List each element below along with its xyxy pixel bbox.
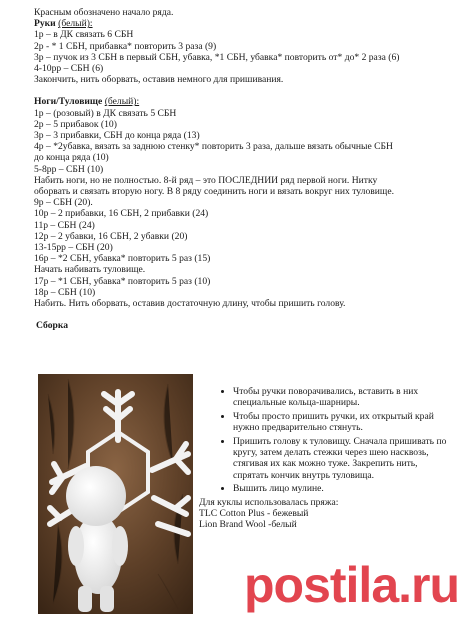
arms-section	[34, 7, 450, 85]
yarn-color-note: (белый):	[58, 18, 93, 30]
assembly-step: • Пришить голову к туловищу. Сначала пришивать по кругу, затем делать стежки через шею насквозь, стягивая их как можно туже. Закрепить нить, спрятать кончик внутрь туловища.	[233, 436, 451, 482]
pattern-line: 4р – *2убавка, вязать за заднюю стенку* повторить 3 раза, дальше вязать обычные СБН	[34, 141, 393, 153]
pattern-line: 18р – СБН (10)	[34, 286, 96, 298]
doll-photo	[38, 374, 193, 614]
pattern-line: 9р – СБН (20).	[34, 197, 93, 209]
pattern-line: 11р – СБН (24)	[34, 219, 95, 231]
pattern-line: до конца ряда (10)	[34, 152, 109, 164]
yarn-line: Для куклы использовалась пряжа:	[199, 496, 339, 508]
postila-watermark: postila.ru	[244, 557, 460, 613]
yarn-info	[199, 497, 451, 531]
pattern-line: Набить. Нить оборвать, оставив достаточную длину, чтобы пришить голову.	[34, 298, 346, 310]
pattern-line: 4-10рр – СБН (6)	[34, 63, 104, 75]
assembly-step: • Вышить лицо мулине.	[233, 483, 451, 494]
assembly-title: Сборка	[36, 320, 69, 332]
pattern-line: 10р – 2 прибавки, 16 СБН, 2 прибавки (24)	[34, 208, 209, 220]
pattern-line: 2р – 5 прибавок (10)	[34, 118, 117, 130]
pattern-line: 3р – 3 прибавки, СБН до конца ряда (13)	[34, 130, 200, 142]
legs-body-section	[34, 96, 450, 309]
assembly-step: • Чтобы ручки поворачивались, вставить в них специальные кольца-шарниры.	[233, 386, 451, 409]
yarn-line: Lion Brand Wool -белый	[199, 519, 297, 531]
assembly-notes	[199, 386, 451, 531]
yarn-line: TLC Cotton Plus - бежевый	[199, 508, 309, 520]
pattern-line: 1р – (розовый) в ДК связать 5 СБН	[34, 107, 177, 119]
pattern-line: Закончить, нить оборвать, оставив немного для пришивания.	[34, 74, 284, 86]
pattern-line: 3р – пучок из 3 СБН в первый СБН, убавка, *1 СБН, убавка* повторить от* до* 2 раза (6)	[34, 51, 400, 63]
section-heading	[34, 96, 450, 107]
doll-photo-image	[38, 374, 193, 614]
section-heading	[34, 18, 450, 29]
pattern-line: 5-8рр – СБН (10)	[34, 163, 104, 175]
assembly-step: • Чтобы просто пришить ручки, их открытый край нужно предварительно стянуть.	[233, 411, 451, 434]
heading-text: Ноги/Туловище	[34, 96, 103, 108]
pattern-line: 2р - * 1 СБН, прибавка* повторить 3 раза (9)	[34, 40, 217, 52]
pattern-line: 13-15рр – СБН (20)	[34, 242, 113, 254]
pattern-line: 16р – *2 СБН, убавка* повторить 5 раз (15)	[34, 253, 211, 265]
pattern-line: 1р – в ДК связать 6 СБН	[34, 29, 134, 41]
yarn-color-note: (белый):	[104, 96, 140, 108]
pattern-line: Набить ноги, но не полностью. 8-й ряд – это ПОСЛЕДНИИ ряд первой ноги. Нитку	[34, 174, 378, 186]
pattern-line: Начать набивать туловище.	[34, 264, 146, 276]
pattern-line: Красным обозначено начало ряда.	[34, 7, 174, 18]
pattern-line: 12р – 2 убавки, 16 СБН, 2 убавки (20)	[34, 230, 188, 242]
pattern-text	[34, 7, 450, 331]
pattern-line: оборвать и связать вторую ногу. В 8 ряду соединить ноги и вязать вокруг них туловище.	[34, 186, 394, 198]
heading-text: Руки	[34, 18, 56, 30]
pattern-line: 17р – *1 СБН, убавка* повторить 5 раз (10)	[34, 275, 211, 287]
assembly-steps	[199, 386, 451, 495]
